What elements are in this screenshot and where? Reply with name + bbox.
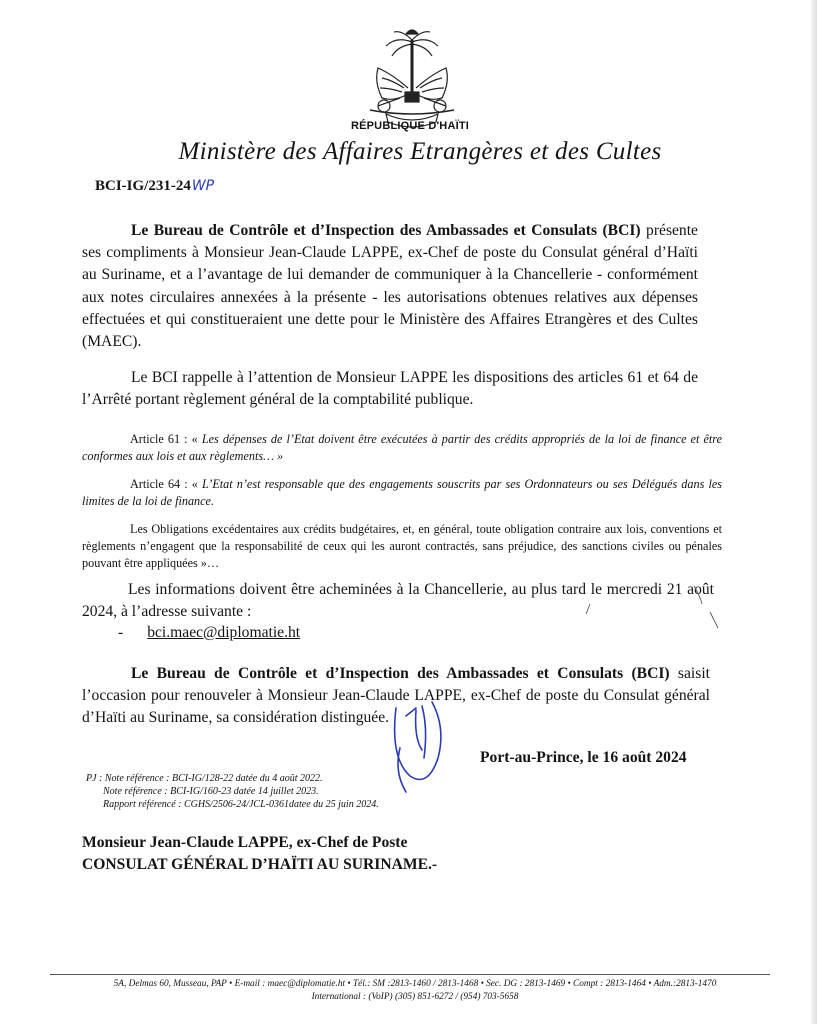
attachments-list <box>86 772 379 812</box>
attachment-item: Rapport référencé : CGHS/2506-24/JCL-0361datee du 25 juin 2024. <box>103 799 379 811</box>
stray-pen-marks <box>560 582 740 642</box>
article-64-quote <box>82 476 722 510</box>
republic-title: RÉPUBLIQUE D'HAÏTI <box>350 120 470 132</box>
article-64-text: L’Etat n’est responsable que des engagements souscrits par ses Ordonnateurs ou ses Délégués dans les limites de la loi de finance. <box>82 477 722 508</box>
paragraph-closing-text: saisit l’occasion pour renouveler à Monsieur Jean-Claude LAPPE, ex-Chef de poste du Consulat général d’Haïti au Suriname, sa considération distinguée. <box>82 665 710 727</box>
reference-number <box>95 178 214 195</box>
footer-address-line: 5A, Delmas 60, Musseau, PAP • E-mail : maec@diplomatie.ht • Tél.: SM :2813-1460 / 2813-1468 • Sec. DG : 2813-1469 • Compt : 2813-1464 • Adm.:2813-1470 <box>113 979 717 989</box>
attachment-item: Note référence : BCI-IG/160-23 datée 14 juillet 2023. <box>103 786 319 798</box>
article-64-continuation: Les Obligations excédentaires aux crédits budgétaires, et, en général, toute obligation contraire aux lois, conventions et règlements n’engagent que la responsabilité de ceux qui les auront contractés, sans préjudice, des sanctions civiles ou pénales pouvant être appliquées »… <box>82 522 722 570</box>
footer-international-line: International : (VoIP) (305) 851-6272 / (954) 703-5658 <box>311 991 519 1002</box>
article-61-label: Article 61 : « <box>130 432 202 446</box>
paragraph-deadline: Les informations doivent être acheminées à la Chancellerie, au plus tard le mercredi 21 août 2024, à l’adresse suivante : <box>82 581 714 621</box>
attachment-item: PJ : Note référence : BCI-IG/128-22 datée du 4 août 2022. <box>86 773 323 784</box>
reference-code: BCI-IG/231-24 <box>95 178 191 194</box>
article-61-quote <box>82 431 722 465</box>
article-61-text: Les dépenses de l’Etat doivent être exécutées à partir des crédits appropriés de la loi de finance et être conformes aux lois et aux règlements… » <box>82 432 722 463</box>
paragraph-articles-reminder: Le BCI rappelle à l’attention de Monsieur LAPPE les dispositions des articles 61 et 64 de l’Arrêté portant règlement général de la comptabilité publique. <box>82 369 698 409</box>
recipient-name: Monsieur Jean-Claude LAPPE, ex-Chef de Poste <box>82 834 408 851</box>
recipient-office: CONSULAT GÉNÉRAL D’HAÏTI AU SURINAME.- <box>82 856 438 873</box>
place-and-date: Port-au-Prince, le 16 août 2024 <box>480 749 687 766</box>
bci-name-bold-closing: Le Bureau de Contrôle et d’Inspection des Ambassades et Consulats (BCI) <box>131 665 670 682</box>
page-edge-shadow <box>811 0 817 1024</box>
email-link[interactable]: bci.maec@diplomatie.ht <box>147 624 301 641</box>
ministry-title: Ministère des Affaires Etrangères et des Cultes <box>178 138 662 165</box>
article-64-label: Article 64 : « <box>130 477 202 491</box>
footer-divider <box>50 974 770 975</box>
paragraph-intro-text: présente ses compliments à Monsieur Jean-Claude LAPPE, ex-Chef de poste du Consulat général d’Haïti au Suriname, et a l’avantage de lui demander de communiquer à la Chancellerie - conformément aux notes circulaires annexées à la présente - les autorisations obtenues relatives aux dépenses effectuées et qui constitueraient une dette pour le Ministère des Affaires Etrangères et des Cultes (MAEC). <box>82 222 698 351</box>
bci-name-bold: Le Bureau de Contrôle et d’Inspection des Ambassades et Consulats (BCI) <box>131 222 641 239</box>
signature-icon <box>376 688 456 796</box>
paragraph-intro <box>82 220 698 353</box>
email-line <box>118 624 300 642</box>
email-bullet: - <box>118 624 124 641</box>
coat-of-arms-icon <box>356 22 468 130</box>
footer-contact <box>30 978 800 1003</box>
handwritten-reference-suffix: WP <box>191 178 215 194</box>
recipient-block <box>82 832 437 876</box>
